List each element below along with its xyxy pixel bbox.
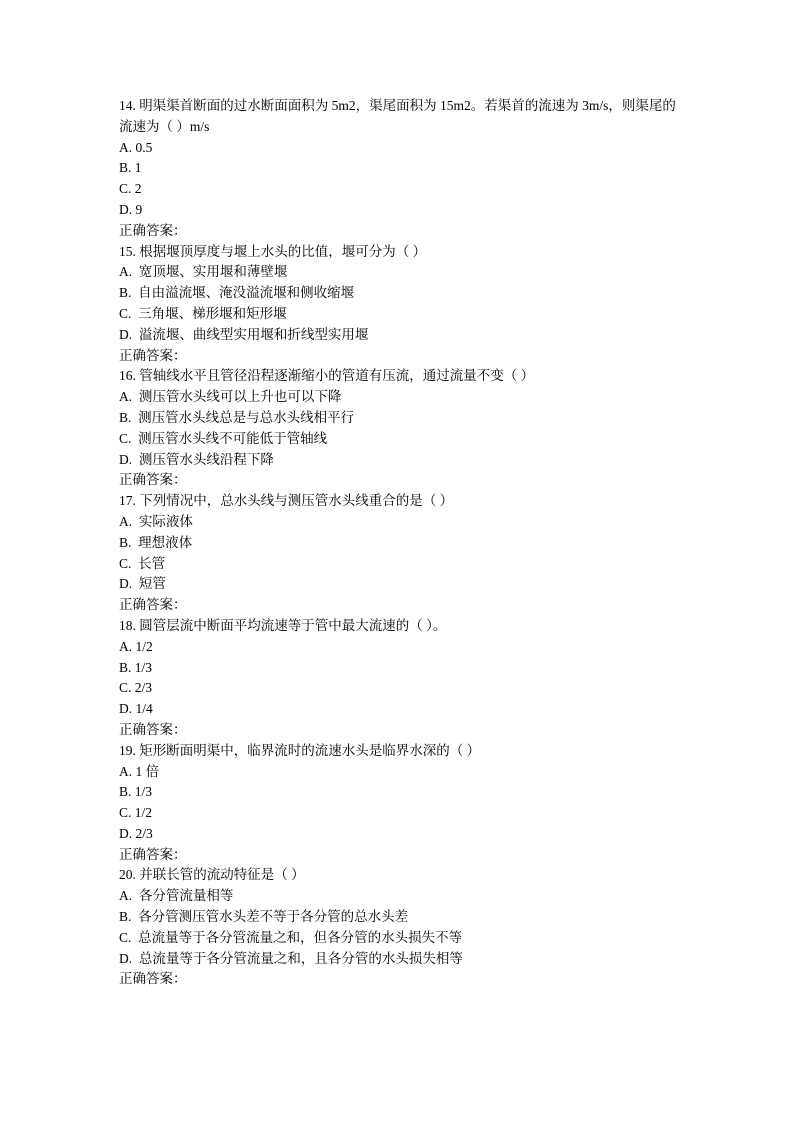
question-stem: 17. 下列情况中，总水头线与测压管水头线重合的是（ ） bbox=[119, 493, 454, 509]
question-stem: 20. 并联长管的流动特征是（ ） bbox=[119, 867, 305, 883]
question-18 bbox=[119, 616, 689, 741]
answer-label: 正确答案： bbox=[119, 222, 187, 238]
question-stem: 15. 根据堰顶厚度与堰上水头的比值，堰可分为（ ） bbox=[119, 243, 427, 259]
option-a: A. 测压管水头线可以上升也可以下降 bbox=[119, 389, 342, 405]
question-14 bbox=[119, 96, 689, 242]
question-16 bbox=[119, 366, 689, 491]
option-a: A. 宽顶堰、实用堰和薄壁堰 bbox=[119, 264, 288, 280]
option-a: A. 各分管流量相等 bbox=[119, 888, 234, 904]
question-stem: 14. 明渠渠首断面的过水断面面积为 5m2，渠尾面积为 15m2。若渠首的流速为 3m/s，则渠尾的流速为（ ）m/s bbox=[119, 98, 676, 134]
option-c: C. 2/3 bbox=[119, 680, 153, 696]
answer-label: 正确答案： bbox=[119, 472, 187, 488]
option-d: D. 溢流堰、曲线型实用堰和折线型实用堰 bbox=[119, 326, 369, 342]
option-c: C. 长管 bbox=[119, 555, 166, 571]
document-page bbox=[119, 96, 689, 990]
option-b: B. 测压管水头线总是与总水头线相平行 bbox=[119, 409, 355, 425]
option-a: A. 1/2 bbox=[119, 638, 153, 654]
answer-label: 正确答案： bbox=[119, 597, 187, 613]
question-19 bbox=[119, 741, 689, 866]
option-a: A. 0.5 bbox=[119, 139, 153, 155]
option-d: D. 总流量等于各分管流量之和，且各分管的水头损失相等 bbox=[119, 950, 463, 966]
option-b: B. 理想液体 bbox=[119, 534, 193, 550]
option-c: C. 三角堰、梯形堰和矩形堰 bbox=[119, 305, 287, 321]
option-c: C. 测压管水头线不可能低于管轴线 bbox=[119, 430, 328, 446]
question-17 bbox=[119, 491, 689, 616]
option-d: D. 2/3 bbox=[119, 825, 153, 841]
answer-label: 正确答案： bbox=[119, 846, 187, 862]
answer-label: 正确答案： bbox=[119, 721, 187, 737]
option-b: B. 1 bbox=[119, 160, 142, 176]
option-d: D. 测压管水头线沿程下降 bbox=[119, 451, 274, 467]
option-b: B. 1/3 bbox=[119, 784, 153, 800]
option-d: D. 1/4 bbox=[119, 701, 153, 717]
answer-label: 正确答案： bbox=[119, 971, 187, 987]
question-15 bbox=[119, 242, 689, 367]
question-stem: 16. 管轴线水平且管径沿程逐渐缩小的管道有压流，通过流量不变（ ） bbox=[119, 368, 535, 384]
option-b: B. 自由溢流堰、淹没溢流堰和侧收缩堰 bbox=[119, 285, 355, 301]
option-b: B. 1/3 bbox=[119, 659, 153, 675]
answer-label: 正确答案： bbox=[119, 347, 187, 363]
question-stem: 19. 矩形断面明渠中，临界流时的流速水头是临界水深的（ ） bbox=[119, 742, 481, 758]
option-c: C. 总流量等于各分管流量之和，但各分管的水头损失不等 bbox=[119, 929, 463, 945]
option-a: A. 实际液体 bbox=[119, 513, 193, 529]
option-b: B. 各分管测压管水头差不等于各分管的总水头差 bbox=[119, 909, 409, 925]
option-c: C. 1/2 bbox=[119, 805, 153, 821]
option-d: D. 9 bbox=[119, 201, 143, 217]
question-20 bbox=[119, 865, 689, 990]
question-stem: 18. 圆管层流中断面平均流速等于管中最大流速的（ ）。 bbox=[119, 617, 447, 633]
option-d: D. 短管 bbox=[119, 576, 166, 592]
option-c: C. 2 bbox=[119, 181, 142, 197]
option-a: A. 1 倍 bbox=[119, 763, 160, 779]
